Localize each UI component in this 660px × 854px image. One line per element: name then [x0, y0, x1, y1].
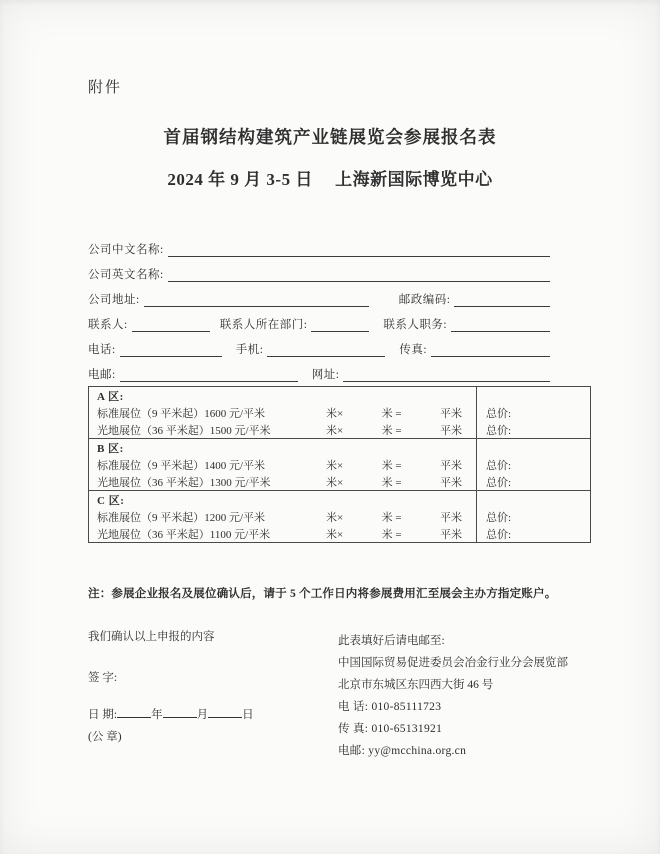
field-row-company-en [88, 266, 550, 282]
address-blank [144, 293, 369, 307]
mail-to-label: 此表填好后请电邮至: [338, 635, 445, 647]
field-row-email [88, 366, 550, 382]
postcode-blank [454, 293, 550, 307]
unit-meter-equals: 米 = [381, 424, 402, 437]
month-label: 月 [196, 709, 209, 721]
phone-label: 电话: [88, 344, 116, 356]
zone-label-row [89, 387, 590, 404]
address-label: 公司地址: [88, 294, 140, 306]
company-cn-label: 公司中文名称: [88, 244, 164, 256]
dimension-blanks [326, 526, 476, 542]
booth-desc: 标准展位（9 平米起）1200 元/平米 [97, 511, 266, 524]
payment-note: 注：参展企业报名及展位确认后，请于 5 个工作日内将参展费用汇至展会主办方指定账户。 [88, 588, 557, 600]
zone-a-label: A 区: [97, 390, 124, 403]
department-label: 联系人所在部门: [219, 319, 308, 331]
organizer-name: 中国国际贸易促进委员会冶金行业分会展览部 [338, 657, 568, 669]
email-label: 电邮: [88, 369, 116, 381]
fax-label: 传真: [399, 344, 428, 356]
dimension-blanks [326, 509, 476, 525]
zone-label-row [89, 439, 590, 456]
unit-meter-times: 米× [326, 511, 344, 524]
unit-meter-equals: 米 = [381, 511, 402, 524]
organizer-tel: 电 话: 010-85111723 [338, 701, 442, 713]
total-price-label: 总价: [486, 528, 512, 541]
unit-meter-equals: 米 = [381, 459, 402, 472]
booth-price-table [88, 386, 591, 543]
unit-meter-equals: 米 = [381, 528, 402, 541]
year-blank [117, 706, 151, 718]
organizer-contact-block [338, 630, 618, 762]
unit-meter-times: 米× [326, 424, 344, 437]
date-line [88, 706, 318, 723]
unit-meter-times: 米× [326, 459, 344, 472]
booth-row-standard [89, 456, 590, 473]
unit-sqm: 平米 [440, 459, 462, 472]
booth-desc: 标准展位（9 平米起）1400 元/平米 [97, 459, 266, 472]
booth-zone-b [89, 438, 590, 490]
phone-blank [120, 343, 222, 357]
unit-meter-times: 米× [326, 407, 344, 420]
empty-cell [477, 387, 590, 404]
booth-zone-c [89, 490, 590, 542]
zone-c-label: C 区: [97, 494, 125, 507]
unit-meter-equals: 米 = [381, 407, 402, 420]
field-row-address [88, 291, 550, 307]
zone-label-row [89, 491, 590, 508]
unit-meter-times: 米× [326, 528, 344, 541]
unit-sqm: 平米 [440, 476, 462, 489]
contact-blank [132, 318, 210, 332]
booth-zone-a [89, 387, 590, 438]
booth-desc: 光地展位（36 平米起）1500 元/平米 [97, 424, 271, 437]
signature-block [88, 630, 318, 745]
booth-desc: 标准展位（9 平米起）1600 元/平米 [97, 407, 266, 420]
mobile-blank [267, 343, 385, 357]
mobile-label: 手机: [235, 344, 264, 356]
year-label: 年 [151, 709, 163, 721]
empty-cell [477, 439, 590, 456]
dimension-blanks [326, 457, 476, 473]
booth-row-raw-space [89, 525, 590, 542]
total-price-label: 总价: [486, 424, 512, 437]
position-blank [451, 318, 550, 332]
zone-b-label: B 区: [97, 442, 124, 455]
booth-row-standard [89, 508, 590, 525]
position-label: 联系人职务: [383, 319, 448, 331]
fax-blank [431, 343, 550, 357]
day-label: 日 [242, 709, 254, 721]
total-price-label: 总价: [486, 407, 512, 420]
contact-label: 联系人: [88, 319, 128, 331]
website-blank [343, 368, 550, 382]
unit-sqm: 平米 [440, 407, 462, 420]
company-en-label: 公司英文名称: [88, 269, 164, 281]
booth-row-standard [89, 404, 590, 421]
company-info-fields [88, 241, 550, 391]
booth-desc: 光地展位（36 平米起）1100 元/平米 [97, 528, 271, 541]
postcode-label: 邮政编码: [398, 294, 451, 306]
total-price-label: 总价: [486, 476, 512, 489]
total-price-label: 总价: [486, 459, 512, 472]
dimension-blanks [326, 405, 476, 421]
website-label: 网址: [311, 369, 340, 381]
company-en-blank [168, 268, 550, 282]
confirm-statement: 我们确认以上申报的内容 [88, 631, 215, 643]
seal-label: (公 章) [88, 731, 122, 743]
attachment-label: 附件 [88, 80, 123, 96]
booth-desc: 光地展位（36 平米起）1300 元/平米 [97, 476, 271, 489]
unit-meter-times: 米× [326, 476, 344, 489]
organizer-fax: 传 真: 010-65131921 [338, 723, 443, 735]
form-title: 首届钢结构建筑产业链展览会参展报名表 [163, 127, 497, 147]
unit-sqm: 平米 [440, 424, 462, 437]
booth-row-raw-space [89, 473, 590, 490]
dimension-blanks [326, 474, 476, 490]
email-blank [120, 368, 298, 382]
department-blank [311, 318, 369, 332]
organizer-email: 电邮: yy@mcchina.org.cn [338, 745, 467, 757]
unit-meter-equals: 米 = [381, 476, 402, 489]
field-row-phone [88, 341, 550, 357]
unit-sqm: 平米 [440, 511, 462, 524]
booth-row-raw-space [89, 421, 590, 438]
dimension-blanks [326, 422, 476, 438]
unit-sqm: 平米 [440, 528, 462, 541]
form-date-venue: 2024 年 9 月 3-5 日 上海新国际博览中心 [167, 170, 493, 189]
company-cn-blank [168, 243, 550, 257]
field-row-contact [88, 316, 550, 332]
signature-label: 签 字: [88, 672, 118, 684]
day-blank [208, 706, 242, 718]
date-label: 日 期: [88, 709, 118, 721]
total-price-label: 总价: [486, 511, 512, 524]
field-row-company-cn [88, 241, 550, 257]
month-blank [163, 706, 197, 718]
empty-cell [477, 491, 590, 508]
organizer-address: 北京市东城区东四西大街 46 号 [338, 679, 494, 691]
